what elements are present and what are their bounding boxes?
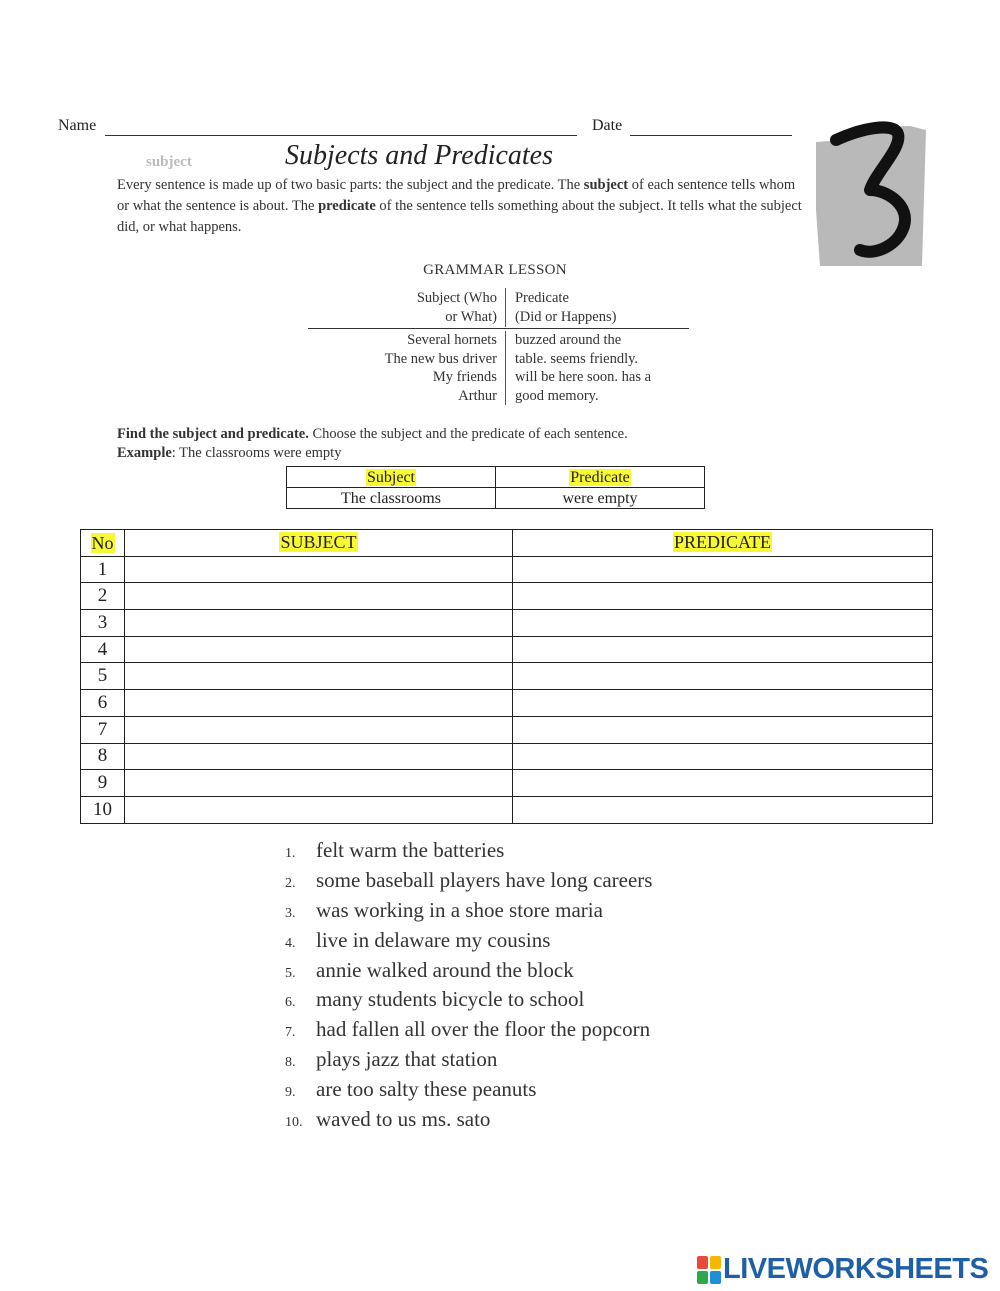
example-predicate-header (496, 467, 705, 488)
sentence-text: annie walked around the block (316, 957, 574, 982)
grid-row (81, 743, 933, 770)
grid-header-no-text: No (91, 532, 114, 553)
lesson-predicate: will be here soon. has a (514, 369, 652, 385)
subject-answer-field[interactable] (125, 583, 513, 610)
number-badge (814, 120, 928, 268)
list-item (285, 898, 652, 928)
lesson-head-left-1: Subject (Who (416, 290, 497, 306)
sentence-text: are too salty these peanuts (316, 1077, 537, 1102)
grid-row-number: 3 (81, 610, 125, 637)
lesson-subject: Arthur (458, 387, 497, 404)
example-predicate-header-text: Predicate (570, 468, 630, 486)
lesson-predicate: table. seems friendly. (514, 350, 639, 367)
intro-text-3: of the sentence tells something about the subject. It tells what the subject did, or what happens. (117, 198, 802, 235)
grid-row (81, 610, 933, 637)
sentence-number: 3. (285, 905, 296, 921)
grid-row-number: 1 (81, 556, 125, 583)
lesson-header-predicate (506, 288, 689, 327)
lesson-table (308, 288, 689, 405)
list-item (285, 928, 652, 958)
list-item (285, 1047, 652, 1077)
lesson-subject: My friends (432, 369, 497, 385)
grid-row (81, 636, 933, 663)
instructions-bold: Find the subject and predicate. (117, 426, 309, 442)
example-table (286, 466, 705, 509)
faded-word: subject (146, 154, 192, 170)
sentence-text: many students bicycle to school (316, 987, 585, 1012)
subject-answer-field[interactable] (125, 770, 513, 797)
subject-answer-field[interactable] (125, 636, 513, 663)
predicate-answer-field[interactable] (513, 556, 933, 583)
grid-row (81, 556, 933, 583)
sentence-number: 6. (285, 995, 296, 1011)
subject-answer-field[interactable] (125, 743, 513, 770)
grid-row-number: 6 (81, 690, 125, 717)
predicate-answer-field[interactable] (513, 770, 933, 797)
sentence-text: live in delaware my cousins (316, 927, 551, 952)
sentence-number: 5. (285, 965, 296, 981)
grid-row-number: 5 (81, 663, 125, 690)
grid-row (81, 663, 933, 690)
example-value-row (287, 488, 705, 509)
lesson-subject: The new bus driver (384, 350, 497, 367)
intro-bold-subject: subject (583, 177, 629, 193)
list-item (285, 868, 652, 898)
sentence-text: had fallen all over the floor the popcorn (316, 1017, 651, 1042)
grid-row-number: 7 (81, 716, 125, 743)
grid-header-predicate-text: PREDICATE (673, 532, 771, 553)
example-header-row (287, 467, 705, 488)
predicate-answer-field[interactable] (513, 610, 933, 637)
logo-text: LIVEWORKSHEETS (723, 1253, 989, 1285)
lesson-title: GRAMMAR LESSON (423, 262, 567, 278)
grid-header-subject (125, 530, 513, 557)
subject-answer-field[interactable] (125, 663, 513, 690)
list-item (285, 838, 652, 868)
grid-row-number: 9 (81, 770, 125, 797)
sentence-text: felt warm the batteries (316, 838, 505, 862)
grid-header-subject-text: SUBJECT (280, 532, 357, 553)
logo-icon (697, 1256, 721, 1284)
lesson-head-right-2: (Did or Happens) (514, 309, 617, 325)
example-label: Example (117, 445, 172, 461)
sentence-number: 8. (285, 1055, 296, 1071)
example-text: : The classrooms were empty (171, 445, 342, 461)
lesson-head-right-1: Predicate (514, 290, 569, 306)
grid-row-number: 2 (81, 583, 125, 610)
sentence-number: 2. (285, 875, 296, 891)
date-label: Date (592, 117, 623, 134)
list-item (285, 1077, 652, 1107)
intro-text-2: of each sentence tells whom or what the sentence is about. The (117, 177, 796, 214)
grid-header-predicate (513, 530, 933, 557)
predicate-answer-field[interactable] (513, 583, 933, 610)
subject-answer-field[interactable] (125, 716, 513, 743)
lesson-predicates (506, 331, 689, 405)
sentence-number: 9. (285, 1085, 296, 1101)
example-line (117, 444, 628, 463)
grid-row (81, 690, 933, 717)
subject-answer-field[interactable] (125, 796, 513, 823)
lesson-predicate: buzzed around the (514, 332, 622, 348)
grid-header-no (81, 530, 125, 557)
instructions (117, 425, 628, 463)
sentence-text: some baseball players have long careers (316, 867, 653, 892)
date-field-line (630, 135, 792, 136)
liveworksheets-logo (697, 1253, 988, 1286)
grid-row-number: 10 (81, 796, 125, 823)
lesson-body (308, 329, 689, 405)
intro-text-1: Every sentence is made up of two basic parts: the subject and the predicate. The (117, 177, 584, 193)
example-subject-value: The classrooms (287, 488, 496, 509)
sentence-number: 4. (285, 935, 296, 951)
name-label: Name (58, 117, 97, 134)
predicate-answer-field[interactable] (513, 636, 933, 663)
intro-paragraph (117, 175, 807, 238)
intro-bold-predicate: predicate (318, 198, 376, 214)
name-field-line (105, 135, 577, 136)
lesson-header-subject (308, 288, 506, 327)
grid-row-number: 4 (81, 636, 125, 663)
grid-row (81, 796, 933, 823)
lesson-predicate: good memory. (514, 387, 599, 404)
grid-row-number: 8 (81, 743, 125, 770)
predicate-answer-field[interactable] (513, 716, 933, 743)
answer-grid (80, 529, 933, 824)
grid-row (81, 583, 933, 610)
list-item (285, 987, 652, 1017)
sentence-number: 1. (285, 846, 296, 861)
example-predicate-value: were empty (496, 488, 705, 509)
predicate-answer-field[interactable] (513, 743, 933, 770)
subject-answer-field[interactable] (125, 690, 513, 717)
lesson-subjects (308, 331, 506, 405)
list-item (285, 958, 652, 988)
instructions-line (117, 425, 628, 444)
grid-header-row (81, 530, 933, 557)
example-subject-header (287, 467, 496, 488)
list-item (285, 1017, 652, 1047)
lesson-header (308, 288, 689, 329)
sentence-text: waved to us ms. sato (316, 1107, 491, 1132)
predicate-answer-field[interactable] (513, 796, 933, 823)
sentence-number: 7. (285, 1025, 296, 1041)
instructions-rest: Choose the subject and the predicate of each sentence. (308, 426, 628, 442)
lesson-subject: Several hornets (407, 332, 497, 348)
sentence-text: was working in a shoe store maria (316, 897, 603, 922)
list-item (285, 1107, 652, 1137)
subject-answer-field[interactable] (125, 556, 513, 583)
lesson-head-left-2: or What) (445, 309, 497, 325)
page-title: Subjects and Predicates (285, 140, 554, 171)
subject-answer-field[interactable] (125, 610, 513, 637)
sentence-number: 10. (285, 1115, 303, 1131)
grid-row (81, 716, 933, 743)
predicate-answer-field[interactable] (513, 663, 933, 690)
example-subject-header-text: Subject (367, 468, 415, 486)
sentence-text: plays jazz that station (316, 1047, 498, 1072)
sentence-list (285, 838, 652, 1137)
grid-row (81, 770, 933, 797)
predicate-answer-field[interactable] (513, 690, 933, 717)
